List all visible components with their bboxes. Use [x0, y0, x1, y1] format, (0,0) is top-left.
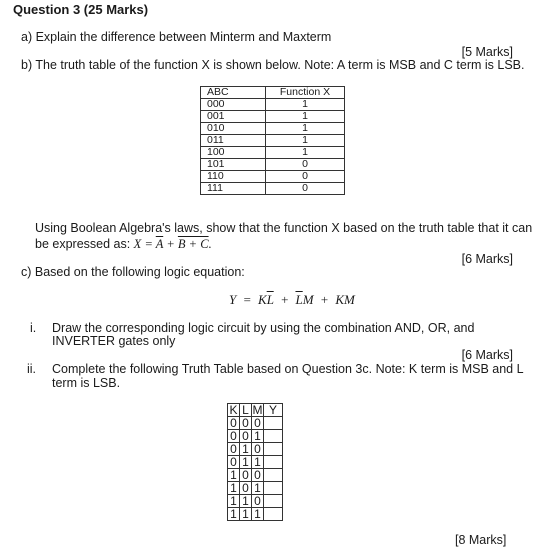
cut-off-marks	[455, 528, 513, 547]
table-cell: 1	[240, 508, 252, 521]
table-cell: 0	[240, 417, 252, 430]
question-title: Question 3 (25 Marks)	[13, 2, 149, 17]
table-cell-y-blank	[264, 508, 283, 521]
part-a-text: a) Explain the difference between Minterm and Maxterm	[21, 30, 332, 44]
expression-a-bar: $\overline{A}$	[155, 237, 164, 251]
equation-lhs: Y	[229, 292, 237, 307]
table-header-abc: ABC	[201, 87, 266, 99]
table-row	[201, 147, 345, 159]
table-row	[228, 430, 283, 443]
table-row	[228, 443, 283, 456]
table-cell: 1	[240, 495, 252, 508]
table-header-k: K	[229, 403, 238, 417]
table-cell-y-blank	[264, 456, 283, 469]
table-cell: 0	[240, 430, 252, 443]
table-row	[228, 469, 283, 482]
part-b-text: b) The truth table of the function X is shown below. Note: A term is MSB and C term is LSB.	[21, 58, 525, 72]
table-cell-y-blank	[264, 417, 283, 430]
boolean-instruction-line2	[35, 237, 212, 252]
table-cell: 0	[252, 443, 264, 456]
table-cell: 100	[201, 147, 266, 159]
table-cell: 0	[252, 495, 264, 508]
table-cell: 0	[228, 456, 240, 469]
expression-equals: =	[141, 237, 156, 251]
table-row	[201, 183, 345, 195]
table-cell-y-blank	[264, 482, 283, 495]
table-cell: 011	[201, 135, 266, 147]
expression-b-plus-c-bar: B + C	[177, 237, 209, 251]
table-header-function-x: Function X	[266, 87, 345, 99]
table-cell: 1	[252, 456, 264, 469]
table-cell: 1	[266, 99, 345, 111]
table-cell-y-blank	[264, 430, 283, 443]
item-i-number: i.	[30, 321, 37, 335]
cut-off-marks-text: [8 Marks]	[455, 533, 507, 547]
equation-plus2: +	[313, 292, 336, 307]
item-ii-line2: term is LSB.	[52, 376, 121, 390]
table-cell: 1	[228, 469, 240, 482]
table-cell: 110	[201, 171, 266, 183]
table-header-l: L	[240, 404, 252, 417]
truth-table-klmy	[227, 403, 283, 521]
table-cell: 0	[228, 443, 240, 456]
expression-prefix: be expressed as:	[35, 237, 134, 251]
equation-term2-m: M	[302, 292, 314, 307]
table-cell-y-blank	[264, 443, 283, 456]
equation-equals: =	[236, 292, 259, 307]
item-i-line1: Draw the corresponding logic circuit by using the combination AND, OR, and	[52, 321, 475, 335]
table-cell: 0	[240, 482, 252, 495]
expression-end: .	[208, 237, 212, 251]
expression-x: X	[133, 237, 142, 251]
table-row	[201, 99, 345, 111]
table-cell: 111	[201, 183, 266, 195]
table-cell: 1	[266, 111, 345, 123]
table-cell: 0	[266, 183, 345, 195]
table-cell: 0	[252, 417, 264, 430]
table-cell-y-blank	[264, 495, 283, 508]
table-cell: 1	[228, 482, 240, 495]
table-row	[228, 508, 283, 521]
table-row	[201, 111, 345, 123]
expression-plus: +	[163, 237, 178, 251]
part-b-marks: [6 Marks]	[461, 252, 513, 266]
table-cell: 1	[252, 430, 264, 443]
table-cell: 0	[266, 159, 345, 171]
table-cell: 001	[201, 111, 266, 123]
table-cell: 101	[201, 159, 266, 171]
equation-term3: KM	[335, 292, 355, 307]
table-cell: 1	[266, 147, 345, 159]
table-cell: 1	[240, 443, 252, 456]
table-cell: 0	[240, 469, 252, 482]
table-cell: 1	[240, 456, 252, 469]
table-row	[228, 482, 283, 495]
table-row	[228, 456, 283, 469]
table-cell: 1	[266, 123, 345, 135]
table-row	[228, 417, 283, 430]
table-cell: 1	[252, 508, 264, 521]
item-ii-number: ii.	[27, 362, 37, 376]
part-a-marks: [5 Marks]	[461, 45, 513, 59]
item-i-marks: [6 Marks]	[461, 348, 513, 362]
boolean-instruction-line1: Using Boolean Algebra's laws, show that the function X based on the truth table that it can	[35, 221, 533, 235]
table-header-row	[228, 404, 283, 417]
equation-term2-l-bar: $\overline{L}$	[295, 292, 303, 307]
table-cell: 1	[266, 135, 345, 147]
table-cell: 0	[228, 430, 240, 443]
equation-plus1: +	[273, 292, 296, 307]
table-cell: 0	[228, 417, 240, 430]
table-cell: 1	[228, 508, 240, 521]
table-cell: 000	[201, 99, 266, 111]
table-row	[201, 171, 345, 183]
truth-table-function-x	[200, 86, 345, 195]
table-cell: 1	[252, 482, 264, 495]
table-row	[201, 123, 345, 135]
equation-term1-k: K	[258, 292, 267, 307]
table-row	[228, 495, 283, 508]
table-cell-y-blank	[264, 469, 283, 482]
table-header-m: M	[252, 403, 263, 417]
table-cell: 0	[252, 469, 264, 482]
item-ii-line1: Complete the following Truth Table based on Question 3c. Note: K term is MSB and L	[52, 362, 524, 376]
table-cell: 0	[266, 171, 345, 183]
table-row	[201, 159, 345, 171]
table-row	[201, 135, 345, 147]
table-header-row	[201, 87, 345, 99]
item-i-line2: INVERTER gates only	[52, 334, 176, 348]
part-c-text: c) Based on the following logic equation:	[21, 265, 245, 279]
table-header-y: Y	[264, 404, 283, 417]
table-cell: 1	[228, 495, 240, 508]
logic-equation	[229, 292, 355, 308]
equation-term1-l-bar: $\overline{L}$	[266, 292, 274, 307]
table-cell: 010	[201, 123, 266, 135]
